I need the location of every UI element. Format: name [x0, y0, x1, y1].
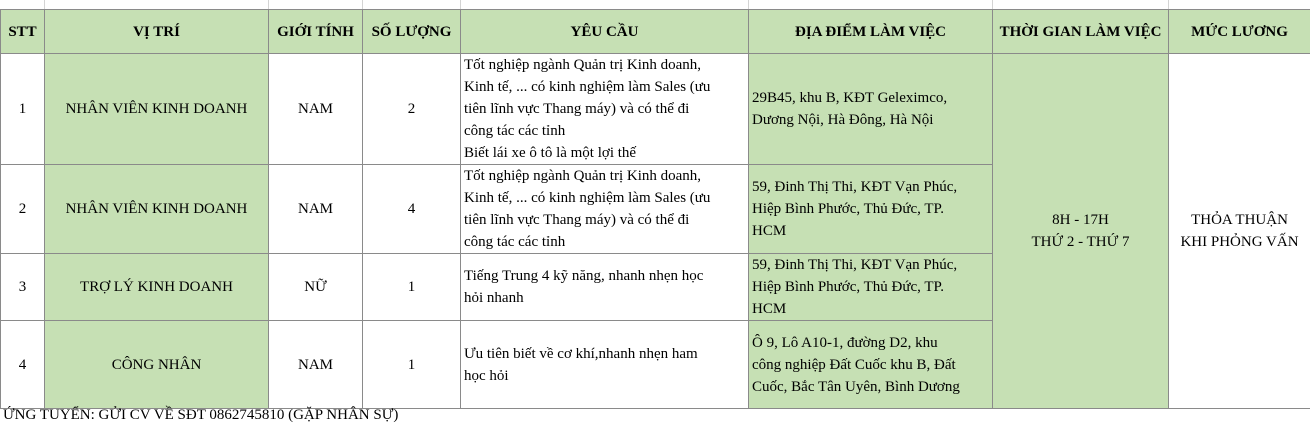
cell-so-luong[interactable]: 1 [363, 321, 461, 409]
cell-dia-diem[interactable] [749, 165, 993, 254]
cell-line: Tốt nghiệp ngành Quản trị Kinh doanh, [464, 54, 746, 76]
cell-line: tiên lĩnh vực Thang máy) và có thể đi [464, 209, 746, 231]
cell-line: Hiệp Bình Phước, Thủ Đức, TP. [752, 276, 990, 298]
cell-line: 29B45, khu B, KĐT Geleximco, [752, 87, 990, 109]
cell-line: tiên lĩnh vực Thang máy) và có thể đi [464, 98, 746, 120]
cell-line: Dương Nội, Hà Đông, Hà Nội [752, 109, 990, 131]
cell-yeu-cau[interactable] [461, 321, 749, 409]
cell-so-luong[interactable]: 2 [363, 54, 461, 165]
cell-line: Kinh tế, ... có kinh nghiệm làm Sales (ưu [464, 187, 746, 209]
cell-line: Cuốc, Bắc Tân Uyên, Bình Dương [752, 376, 990, 398]
cell-line: Ô 9, Lô A10-1, đường D2, khu [752, 332, 990, 354]
cell-line: 59, Đinh Thị Thi, KĐT Vạn Phúc, [752, 254, 990, 276]
cell-muc-luong[interactable] [1169, 54, 1310, 409]
header-gioi-tinh[interactable]: GIỚI TÍNH [269, 10, 363, 54]
cell-line: 8H - 17H [993, 209, 1168, 231]
cell-line: Biết lái xe ô tô là một lợi thế [464, 142, 746, 164]
cell-line: học hỏi [464, 365, 746, 387]
cell-yeu-cau[interactable] [461, 165, 749, 254]
header-vi-tri[interactable]: VỊ TRÍ [45, 10, 269, 54]
cell-dia-diem[interactable] [749, 54, 993, 165]
header-thoi-gian[interactable]: THỜI GIAN LÀM VIỆC [993, 10, 1169, 54]
cell-line: KHI PHỎNG VẤN [1169, 231, 1310, 253]
table-row [1, 54, 1310, 165]
footer-note[interactable]: ỨNG TUYỂN: GỬI CV VỀ SĐT 0862745810 (GẶP NHÂN SỰ) [3, 404, 398, 426]
cell-line: 59, Đinh Thị Thi, KĐT Vạn Phúc, [752, 176, 990, 198]
cell-dia-diem[interactable] [749, 254, 993, 321]
cell-line: Kinh tế, ... có kinh nghiệm làm Sales (ưu [464, 76, 746, 98]
cell-stt[interactable]: 3 [1, 254, 45, 321]
cell-line: HCM [752, 298, 990, 320]
cell-stt[interactable]: 4 [1, 321, 45, 409]
cell-vi-tri[interactable]: CÔNG NHÂN [45, 321, 269, 409]
cell-vi-tri[interactable]: TRỢ LÝ KINH DOANH [45, 254, 269, 321]
cell-line: Tiếng Trung 4 kỹ năng, nhanh nhẹn học [464, 265, 746, 287]
cell-line: Hiệp Bình Phước, Thủ Đức, TP. [752, 198, 990, 220]
cell-vi-tri[interactable]: NHÂN VIÊN KINH DOANH [45, 165, 269, 254]
header-dia-diem[interactable]: ĐỊA ĐIỂM LÀM VIỆC [749, 10, 993, 54]
cell-gioi-tinh[interactable]: NAM [269, 321, 363, 409]
header-so-luong[interactable]: SỐ LƯỢNG [363, 10, 461, 54]
cell-dia-diem[interactable] [749, 321, 993, 409]
cell-stt[interactable]: 2 [1, 165, 45, 254]
cell-gioi-tinh[interactable]: NỮ [269, 254, 363, 321]
cell-line: Ưu tiên biết về cơ khí,nhanh nhẹn ham [464, 343, 746, 365]
cell-vi-tri[interactable]: NHÂN VIÊN KINH DOANH [45, 54, 269, 165]
cell-line: công nghiệp Đất Cuốc khu B, Đất [752, 354, 990, 376]
cell-gioi-tinh[interactable]: NAM [269, 54, 363, 165]
header-muc-luong[interactable]: MỨC LƯƠNG [1169, 10, 1310, 54]
cell-line: công tác các tỉnh [464, 231, 746, 253]
cell-yeu-cau[interactable] [461, 54, 749, 165]
cell-gioi-tinh[interactable]: NAM [269, 165, 363, 254]
header-yeu-cau[interactable]: YÊU CẦU [461, 10, 749, 54]
cell-so-luong[interactable]: 1 [363, 254, 461, 321]
cell-yeu-cau[interactable] [461, 254, 749, 321]
header-stt[interactable]: STT [1, 10, 45, 54]
recruitment-table [0, 9, 1310, 409]
cell-line: công tác các tỉnh [464, 120, 746, 142]
cell-line: THỎA THUẬN [1169, 209, 1310, 231]
cell-line: Tốt nghiệp ngành Quản trị Kinh doanh, [464, 165, 746, 187]
cell-line: hỏi nhanh [464, 287, 746, 309]
cell-thoi-gian[interactable] [993, 54, 1169, 409]
cell-line: THỨ 2 - THỨ 7 [993, 231, 1168, 253]
cell-stt[interactable]: 1 [1, 54, 45, 165]
header-row [1, 10, 1310, 54]
cell-line: HCM [752, 220, 990, 242]
cell-so-luong[interactable]: 4 [363, 165, 461, 254]
